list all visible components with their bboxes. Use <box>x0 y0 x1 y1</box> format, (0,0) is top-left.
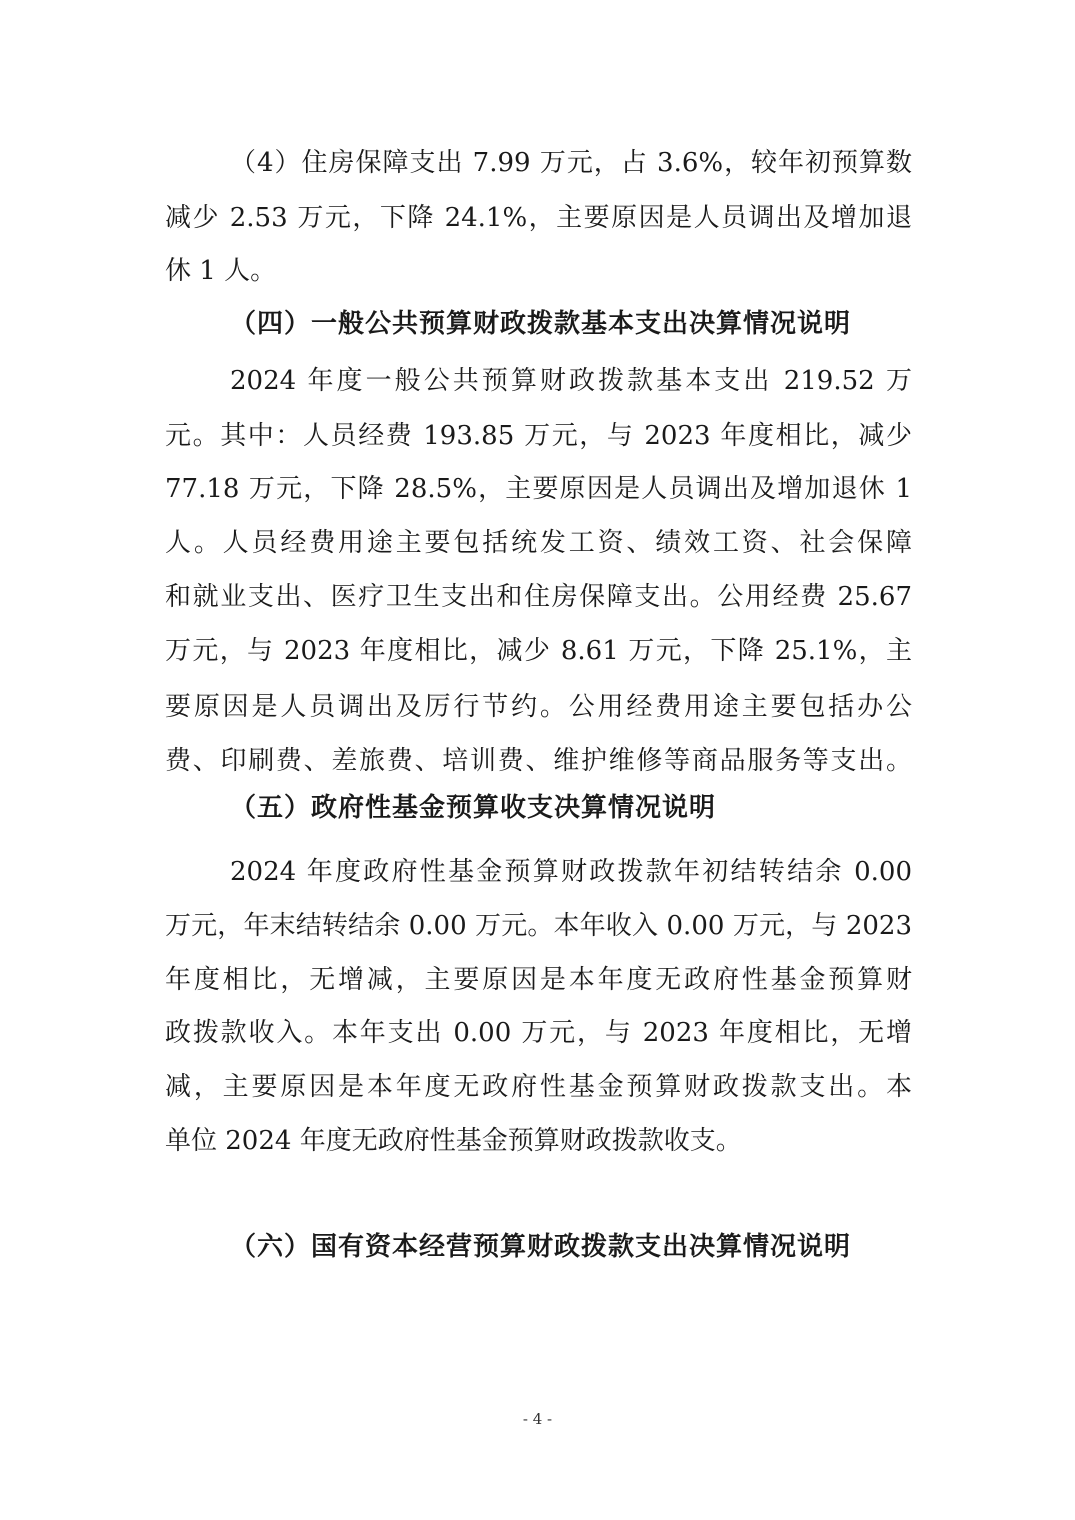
text-line: 休 1 人。 <box>165 256 277 286</box>
section-heading-5: （五）政府性基金预算收支决算情况说明 <box>230 793 717 823</box>
text-line: 77.18 万元，下降 28.5%，主要原因是人员调出及增加退休 1 <box>165 474 912 504</box>
text-line: 年度相比，无增减，主要原因是本年度无政府性基金预算财 <box>165 965 912 995</box>
section-heading-6: （六）国有资本经营预算财政拨款支出决算情况说明 <box>230 1232 852 1262</box>
text-line: 减，主要原因是本年度无政府性基金预算财政拨款支出。本 <box>165 1072 912 1102</box>
text-line: （4）住房保障支出 7.99 万元，占 3.6%，较年初预算数 <box>230 148 912 178</box>
text-line: 2024 年度政府性基金预算财政拨款年初结转结余 0.00 <box>230 857 912 887</box>
text-line: 万元，年末结转结余 0.00 万元。本年收入 0.00 万元，与 2023 <box>165 911 912 941</box>
text-line: 单位 2024 年度无政府性基金预算财政拨款收支。 <box>165 1126 742 1156</box>
section-heading-4: （四）一般公共预算财政拨款基本支出决算情况说明 <box>230 309 852 339</box>
text-line: 人。人员经费用途主要包括统发工资、绩效工资、社会保障 <box>165 528 912 558</box>
text-line: 费、印刷费、差旅费、培训费、维护维修等商品服务等支出。 <box>165 746 912 776</box>
text-line: 2024 年度一般公共预算财政拨款基本支出 219.52 万 <box>230 366 912 396</box>
text-line: 要原因是人员调出及厉行节约。公用经费用途主要包括办公 <box>165 692 912 722</box>
text-line: 政拨款收入。本年支出 0.00 万元，与 2023 年度相比，无增 <box>165 1018 912 1048</box>
text-line: 万元，与 2023 年度相比，减少 8.61 万元，下降 25.1%，主 <box>165 636 912 666</box>
text-line: 元。其中：人员经费 193.85 万元，与 2023 年度相比，减少 <box>165 421 912 451</box>
page-number: - 4 - <box>522 1410 553 1428</box>
text-line: 减少 2.53 万元，下降 24.1%，主要原因是人员调出及增加退 <box>165 203 912 233</box>
text-line: 和就业支出、医疗卫生支出和住房保障支出。公用经费 25.67 <box>165 582 912 612</box>
